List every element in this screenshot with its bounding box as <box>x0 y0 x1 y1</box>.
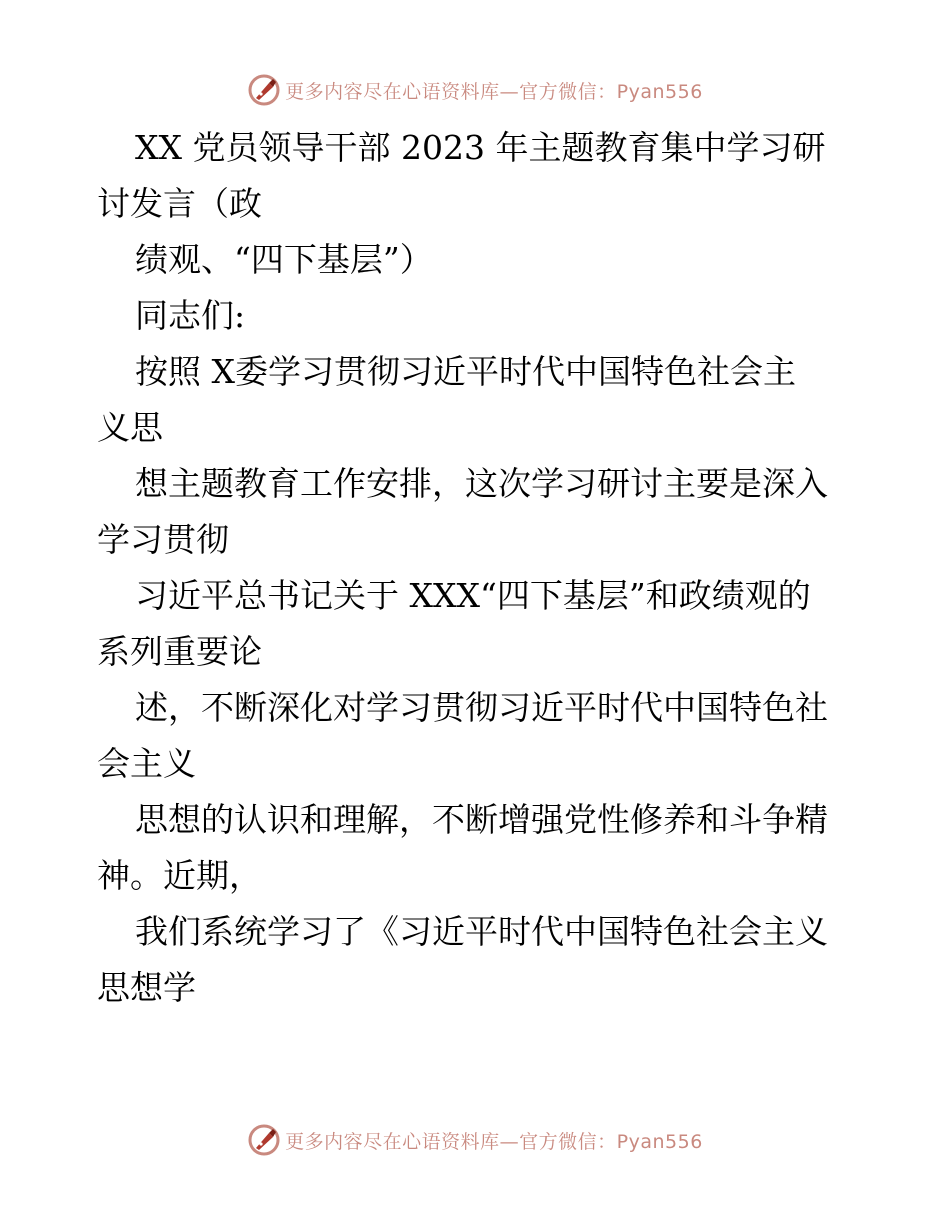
paragraph-line: 我们系统学习了《习近平时代中国特色社会主义 <box>135 912 828 951</box>
paragraph-line: 思想的认识和理解，不断增强党性修养和斗争精 <box>135 800 828 839</box>
wechat-id: Pyan556 <box>616 80 703 103</box>
paragraph-line: 神。近期， <box>97 856 262 895</box>
watermark-banner-top <box>0 70 950 110</box>
paragraph-line: 会主义 <box>97 744 196 783</box>
paragraph-line: 学习贯彻 <box>97 520 229 559</box>
title-line-1: XX 党员领导干部 2023 年主题教育集中学习研 <box>135 128 826 167</box>
pen-nib-logo-icon <box>247 1123 281 1157</box>
wechat-id: Pyan556 <box>616 1130 703 1153</box>
title-line-2: 讨发言（政 <box>97 184 262 223</box>
watermark-text: 更多内容尽在心语资料库—官方微信：Pyan556 <box>285 80 703 103</box>
paragraph-line: 想主题教育工作安排，这次学习研讨主要是深入 <box>135 464 828 503</box>
paragraph-line: 述，不断深化对学习贯彻习近平时代中国特色社 <box>135 688 828 727</box>
document-body <box>97 120 857 1016</box>
title-line-3: 绩观、“四下基层”） <box>135 240 433 279</box>
paragraph-line: 系列重要论 <box>97 632 262 671</box>
paragraph-line: 习近平总书记关于 XXX“四下基层”和政绩观的 <box>135 576 811 615</box>
salutation: 同志们: <box>135 296 246 335</box>
watermark-text: 更多内容尽在心语资料库—官方微信：Pyan556 <box>285 1130 703 1153</box>
paragraph-line: 按照 X委学习贯彻习近平时代中国特色社会主 <box>135 352 796 391</box>
pen-nib-logo-icon <box>247 73 281 107</box>
watermark-banner-bottom <box>0 1120 950 1160</box>
paragraph-line: 思想学 <box>97 968 196 1007</box>
paragraph-line: 义思 <box>97 408 163 447</box>
